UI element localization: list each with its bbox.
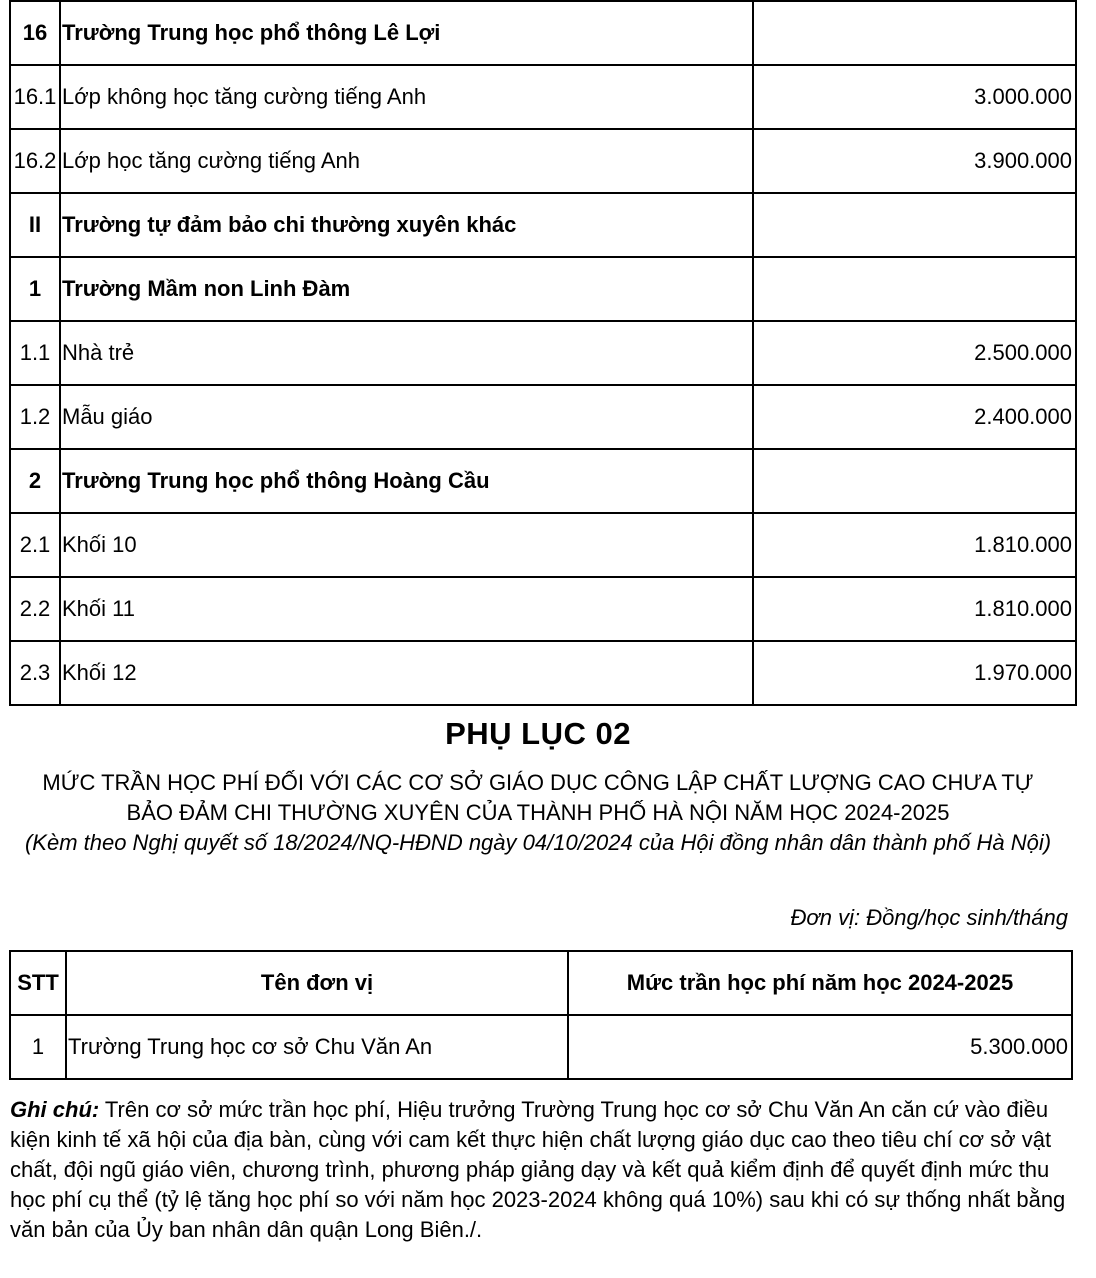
- note-text: Trên cơ sở mức trần học phí, Hiệu trưởng Trường Trung học cơ sở Chu Văn An căn cứ vào điều kiện kinh tế xã hội của địa bàn, cùng với cam kết thực hiện chất lượng giáo dục cao theo tiêu chí cơ sở vật chất, đội ngũ giáo viên, chương trình, phương pháp giảng dạy và kết quả kiểm định để quyết định mức thu học phí cụ thể (tỷ lệ tăng học phí so với năm học 2023-2024 không quá 10%) sau khi có sự thống nhất bằng văn bản của Ủy ban nhân dân quận Long Biên./.: [10, 1097, 1066, 1242]
- fee-table-continued: [9, 0, 1077, 706]
- fee-value: 1.810.000: [753, 577, 1076, 641]
- table-row: [10, 193, 1076, 257]
- row-number: 2: [10, 449, 60, 513]
- fee-value: [753, 257, 1076, 321]
- unit-name: Trường Trung học cơ sở Chu Văn An: [66, 1015, 568, 1079]
- unit-name: Trường Trung học phổ thông Lê Lợi: [60, 1, 753, 65]
- note-label: Ghi chú:: [10, 1097, 100, 1122]
- header-fee-ceiling: Mức trần học phí năm học 2024-2025: [568, 951, 1072, 1015]
- table-row: [10, 1015, 1072, 1079]
- row-number: 1.1: [10, 321, 60, 385]
- fee-value: [753, 449, 1076, 513]
- unit-name: Lớp không học tăng cường tiếng Anh: [60, 65, 753, 129]
- row-number: 16.1: [10, 65, 60, 129]
- table-row: [10, 65, 1076, 129]
- row-number: 1.2: [10, 385, 60, 449]
- unit-name: Trường Trung học phổ thông Hoàng Cầu: [60, 449, 753, 513]
- table-row: [10, 385, 1076, 449]
- unit-name: Trường tự đảm bảo chi thường xuyên khác: [60, 193, 753, 257]
- appendix-title: PHỤ LỤC 02: [445, 716, 631, 751]
- unit-name: Khối 11: [60, 577, 753, 641]
- table-row: [10, 449, 1076, 513]
- table-row: [10, 257, 1076, 321]
- unit-name: Nhà trẻ: [60, 321, 753, 385]
- table-row: [10, 129, 1076, 193]
- row-number: 2.1: [10, 513, 60, 577]
- note-paragraph: [10, 1095, 1080, 1245]
- unit-name: Lớp học tăng cường tiếng Anh: [60, 129, 753, 193]
- fee-value: 5.300.000: [568, 1015, 1072, 1079]
- table-row: [10, 513, 1076, 577]
- fee-value: 2.500.000: [753, 321, 1076, 385]
- row-number: 16: [10, 1, 60, 65]
- unit-name: Mẫu giáo: [60, 385, 753, 449]
- table-header-row: [10, 951, 1072, 1015]
- row-number: 2.3: [10, 641, 60, 705]
- fee-value: 3.000.000: [753, 65, 1076, 129]
- table-row: [10, 321, 1076, 385]
- table-row: [10, 1, 1076, 65]
- header-stt: STT: [10, 951, 66, 1015]
- row-number: II: [10, 193, 60, 257]
- fee-value: [753, 193, 1076, 257]
- header-unit-name: Tên đơn vị: [66, 951, 568, 1015]
- row-number: 1: [10, 257, 60, 321]
- unit-name: Trường Mầm non Linh Đàm: [60, 257, 753, 321]
- fee-ceiling-table: [9, 950, 1073, 1080]
- fee-value: 2.400.000: [753, 385, 1076, 449]
- unit-name: Khối 12: [60, 641, 753, 705]
- fee-value: 3.900.000: [753, 129, 1076, 193]
- fee-value: 1.970.000: [753, 641, 1076, 705]
- appendix-subtitle: MỨC TRẦN HỌC PHÍ ĐỐI VỚI CÁC CƠ SỞ GIÁO DỤC CÔNG LẬP CHẤT LƯỢNG CAO CHƯA TỰ BẢO ĐẢM CHI THƯỜNG XUYÊN CỦA THÀNH PHỐ HÀ NỘI NĂM HỌC 2024-2025: [42, 770, 1034, 825]
- unit-label: Đơn vị: Đồng/học sinh/tháng: [790, 905, 1068, 930]
- row-number: 16.2: [10, 129, 60, 193]
- row-number: 1: [10, 1015, 66, 1079]
- fee-value: 1.810.000: [753, 513, 1076, 577]
- appendix-reference: (Kèm theo Nghị quyết số 18/2024/NQ-HĐND ngày 04/10/2024 của Hội đồng nhân dân thành phố Hà Nội): [24, 830, 1052, 855]
- table-row: [10, 641, 1076, 705]
- fee-value: [753, 1, 1076, 65]
- table-row: [10, 577, 1076, 641]
- unit-name: Khối 10: [60, 513, 753, 577]
- row-number: 2.2: [10, 577, 60, 641]
